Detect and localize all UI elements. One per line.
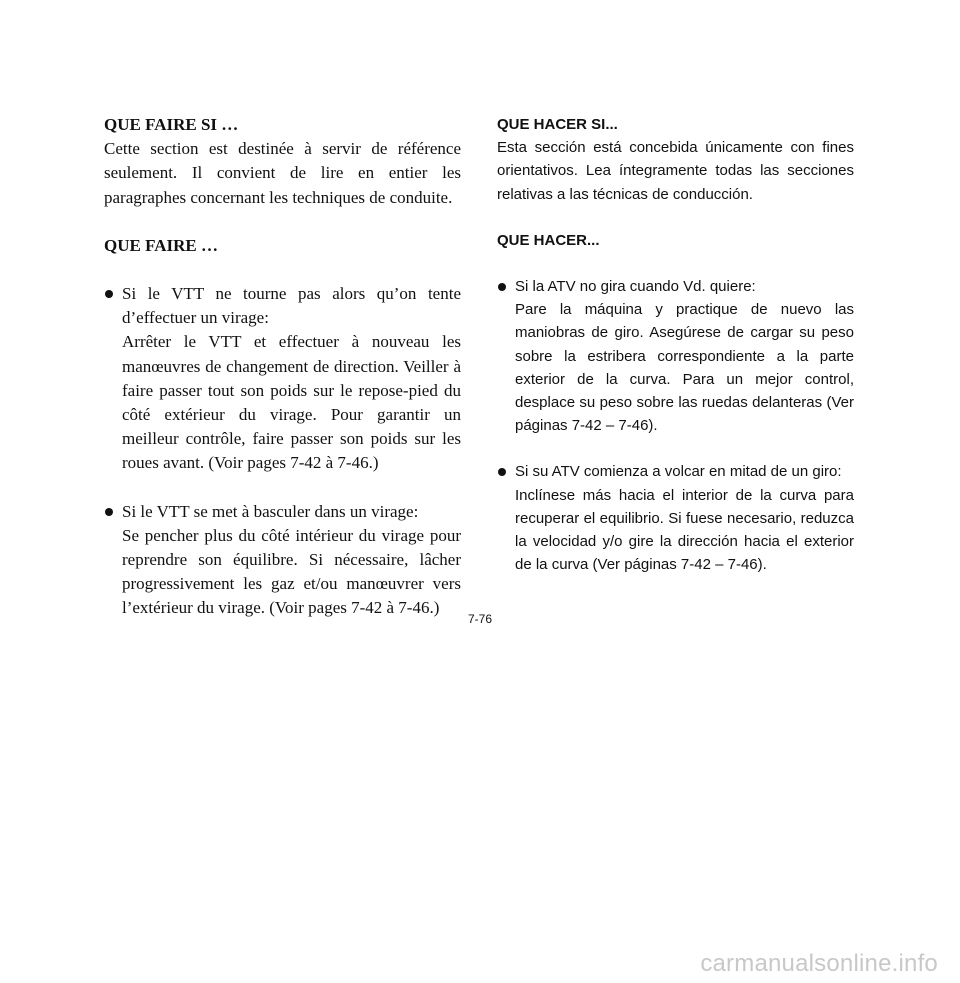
spanish-bullet-1 [497, 275, 854, 437]
page-number: 7-76 [467, 612, 493, 626]
french-bullet-1 [104, 282, 461, 476]
french-heading-que-faire-si: QUE FAIRE SI … [104, 115, 239, 134]
spanish-intro: Esta sección está concebida únicamente con fines orientativos. Lea íntegramente todas las secciones relativas a las técnicas de conducción. [497, 139, 854, 203]
spanish-bullet-2 [497, 460, 854, 576]
watermark-logo: carmanualsonline.info [700, 950, 938, 977]
french-bullet-2-body: Se pencher plus du côté intérieur du virage pour reprendre son équilibre. Si nécessaire, lâcher progressivement les gaz et/ou manœuvrer vers l’extérieur du virage. (Voir pages 7-42 à 7-46.) [122, 525, 461, 618]
french-bullet-1-title: Si le VTT ne tourne pas alors qu’on tente d’effectuer un virage: [122, 284, 461, 328]
spanish-bullet-1-body: Pare la máquina y practique de nuevo las maniobras de giro. Asegúrese de cargar su peso sobre la estribera correspondiente a la parte exterior de la curva. Para un mejor control, desplace su peso sobre las ruedas delanteras (Ver páginas 7-42 – 7-46). [515, 301, 854, 435]
bullet-dot-icon [498, 468, 506, 476]
french-bullet-2-title: Si le VTT se met à basculer dans un virage: [122, 501, 419, 521]
french-bullet-1-body: Arrêter le VTT et effectuer à nouveau les manœuvres de changement de direction. Veiller à faire passer tout son poids sur le repose-pied du côté extérieur du virage. Pour garantir un meilleur contrôle, faire passer son poids sur les roues avant. (Voir pages 7-42 à 7-46.) [122, 332, 461, 473]
spanish-bullet-1-title: Si la ATV no gira cuando Vd. quiere: [515, 278, 756, 296]
french-bullet-2 [104, 500, 461, 621]
french-column [104, 113, 461, 621]
bullet-dot-icon [498, 283, 506, 291]
spanish-heading-que-hacer: QUE HACER... [497, 231, 600, 249]
spanish-bullet-2-body: Inclínese más hacia el interior de la curva para recuperar el equilibrio. Si fuese necesario, reduzca la velocidad y/o gire la dirección hacia el exterior de la curva (Ver páginas 7-42 – 7-46). [515, 486, 854, 574]
spanish-column [497, 113, 854, 576]
bullet-dot-icon [105, 508, 113, 516]
french-intro: Cette section est destinée à servir de référence seulement. Il convient de lire en entier les paragraphes concernant les techniques de conduite. [104, 139, 461, 207]
french-heading-que-faire: QUE FAIRE … [104, 235, 218, 255]
bullet-dot-icon [105, 290, 113, 298]
spanish-heading-que-hacer-si: QUE HACER SI... [497, 116, 618, 133]
spanish-bullet-2-title: Si su ATV comienza a volcar en mitad de un giro: [515, 463, 842, 481]
